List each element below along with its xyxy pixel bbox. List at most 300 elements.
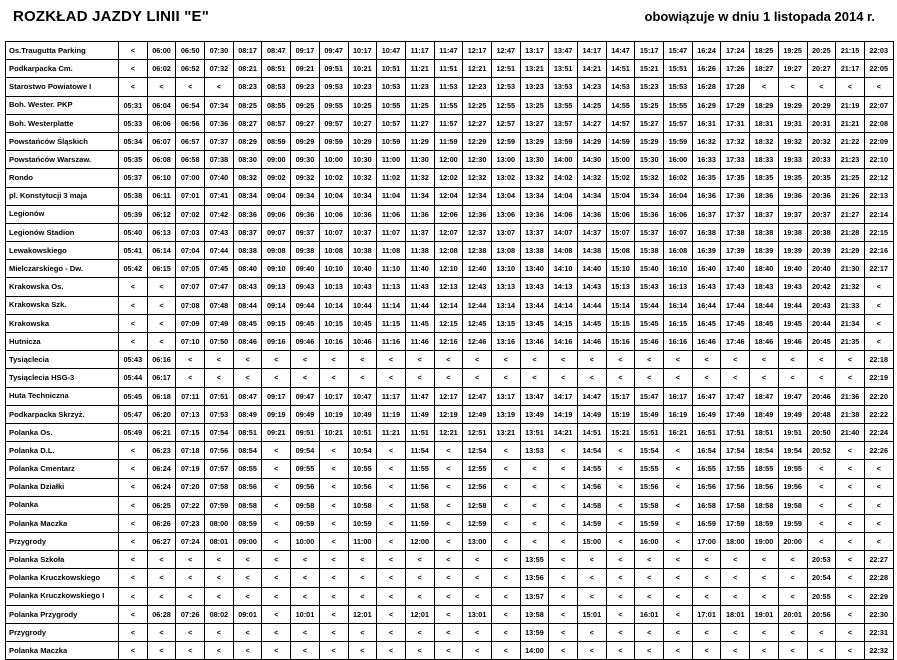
departure-time: 13:47: [520, 387, 549, 405]
departure-time: 12:29: [463, 132, 492, 150]
stop-name: Polanka Cmentarz: [6, 460, 119, 478]
departure-time: 08:40: [233, 260, 262, 278]
departure-time: 13:00: [491, 151, 520, 169]
departure-time: <: [491, 551, 520, 569]
departure-time: 07:00: [176, 169, 205, 187]
departure-time: 09:51: [291, 423, 320, 441]
departure-time: <: [291, 624, 320, 642]
departure-time: <: [262, 642, 291, 660]
departure-time: 09:04: [262, 187, 291, 205]
departure-time: <: [377, 478, 406, 496]
departure-time: 13:17: [491, 387, 520, 405]
departure-time: <: [549, 478, 578, 496]
departure-time: 11:02: [377, 169, 406, 187]
departure-time: <: [348, 642, 377, 660]
departure-time: 14:32: [578, 169, 607, 187]
departure-time: <: [778, 624, 807, 642]
departure-time: <: [836, 624, 865, 642]
departure-time: 16:31: [692, 114, 721, 132]
departure-time: 06:16: [147, 351, 176, 369]
departure-time: <: [606, 514, 635, 532]
stop-name: Os.Traugutta Parking: [6, 42, 119, 60]
departure-time: 14:55: [606, 96, 635, 114]
departure-time: 07:07: [176, 278, 205, 296]
departure-time: <: [205, 624, 234, 642]
departure-time: 17:36: [721, 187, 750, 205]
departure-time: <: [348, 551, 377, 569]
table-row: [6, 605, 894, 623]
departure-time: 10:19: [319, 405, 348, 423]
departure-time: 15:00: [578, 533, 607, 551]
departure-time: 06:07: [147, 132, 176, 150]
departure-time: <: [750, 78, 779, 96]
departure-time: <: [205, 369, 234, 387]
table-row: [6, 296, 894, 314]
departure-time: 20:25: [807, 42, 836, 60]
departure-time: 11:54: [405, 442, 434, 460]
table-row: [6, 260, 894, 278]
departure-time: 13:43: [520, 278, 549, 296]
departure-time: <: [434, 514, 463, 532]
departure-time: 12:59: [463, 514, 492, 532]
departure-time: <: [434, 551, 463, 569]
departure-time: 13:57: [520, 587, 549, 605]
departure-time: 11:14: [377, 296, 406, 314]
departure-time: <: [864, 460, 893, 478]
departure-time: 16:59: [692, 514, 721, 532]
departure-time: 09:06: [262, 205, 291, 223]
departure-time: 17:01: [692, 605, 721, 623]
departure-time: 12:06: [434, 205, 463, 223]
departure-time: 16:39: [692, 242, 721, 260]
departure-time: 14:57: [606, 114, 635, 132]
stop-name: Legionów Stadion: [6, 223, 119, 241]
departure-time: 15:08: [606, 242, 635, 260]
departure-time: <: [750, 551, 779, 569]
departure-time: 08:55: [262, 96, 291, 114]
departure-time: 16:44: [692, 296, 721, 314]
departure-time: 07:47: [205, 278, 234, 296]
stop-name: Polanka Maczka: [6, 642, 119, 660]
departure-time: <: [119, 605, 148, 623]
departure-time: 10:49: [348, 405, 377, 423]
departure-time: <: [434, 460, 463, 478]
departure-time: <: [119, 624, 148, 642]
departure-time: <: [864, 533, 893, 551]
stop-name: Legionów: [6, 205, 119, 223]
departure-time: <: [750, 642, 779, 660]
departure-time: 13:57: [549, 114, 578, 132]
departure-time: 09:44: [291, 296, 320, 314]
departure-time: <: [377, 551, 406, 569]
departure-time: 19:29: [778, 96, 807, 114]
departure-time: 18:38: [750, 223, 779, 241]
departure-time: 11:21: [377, 423, 406, 441]
departure-time: 18:01: [721, 605, 750, 623]
departure-time: 18:31: [750, 114, 779, 132]
departure-time: 20:48: [807, 405, 836, 423]
table-row: [6, 242, 894, 260]
departure-time: 14:46: [578, 333, 607, 351]
departure-time: 11:59: [405, 514, 434, 532]
departure-time: 10:58: [348, 496, 377, 514]
departure-time: <: [664, 460, 693, 478]
departure-time: 18:45: [750, 314, 779, 332]
departure-time: 11:57: [434, 114, 463, 132]
departure-time: 21:33: [836, 296, 865, 314]
departure-time: 07:30: [205, 42, 234, 60]
departure-time: 14:29: [578, 132, 607, 150]
departure-time: 22:29: [864, 587, 893, 605]
departure-time: 07:42: [205, 205, 234, 223]
departure-time: 16:06: [664, 205, 693, 223]
departure-time: 16:40: [692, 260, 721, 278]
departure-time: <: [147, 314, 176, 332]
departure-time: 07:36: [205, 114, 234, 132]
departure-time: <: [119, 551, 148, 569]
departure-time: <: [434, 496, 463, 514]
departure-time: <: [434, 605, 463, 623]
stop-name: Mielczarskiego - Dw.: [6, 260, 119, 278]
departure-time: 07:03: [176, 223, 205, 241]
departure-time: <: [578, 551, 607, 569]
departure-time: 06:50: [176, 42, 205, 60]
departure-time: 20:55: [807, 587, 836, 605]
stop-name: Krakowska: [6, 314, 119, 332]
departure-time: <: [319, 624, 348, 642]
departure-time: 14:25: [578, 96, 607, 114]
departure-time: <: [319, 642, 348, 660]
departure-time: <: [147, 624, 176, 642]
departure-time: 16:38: [692, 223, 721, 241]
departure-time: <: [147, 551, 176, 569]
departure-time: 17:47: [721, 387, 750, 405]
departure-time: <: [262, 605, 291, 623]
departure-time: 21:25: [836, 169, 865, 187]
departure-time: 08:59: [262, 132, 291, 150]
departure-time: 05:38: [119, 187, 148, 205]
departure-time: 12:47: [491, 42, 520, 60]
stop-name: Polanka Przygrody: [6, 605, 119, 623]
departure-time: 14:55: [578, 460, 607, 478]
departure-time: 07:56: [205, 442, 234, 460]
table-row: [6, 387, 894, 405]
departure-time: 15:46: [635, 333, 664, 351]
departure-time: <: [606, 551, 635, 569]
departure-time: 18:46: [750, 333, 779, 351]
departure-time: 09:23: [291, 78, 320, 96]
departure-time: <: [491, 460, 520, 478]
departure-time: <: [807, 496, 836, 514]
departure-time: 12:17: [434, 387, 463, 405]
departure-time: 22:13: [864, 187, 893, 205]
departure-time: <: [434, 587, 463, 605]
departure-time: 21:36: [836, 387, 865, 405]
departure-time: <: [836, 514, 865, 532]
departure-time: <: [119, 496, 148, 514]
departure-time: <: [549, 460, 578, 478]
departure-time: <: [262, 478, 291, 496]
departure-time: 14:30: [578, 151, 607, 169]
departure-time: 17:24: [721, 42, 750, 60]
departure-time: 06:08: [147, 151, 176, 169]
departure-time: <: [778, 369, 807, 387]
table-row: [6, 369, 894, 387]
validity-date: obowiązuje w dniu 1 listopada 2014 r.: [644, 9, 875, 24]
departure-time: 13:36: [520, 205, 549, 223]
header: [0, 0, 897, 38]
departure-time: 09:27: [291, 114, 320, 132]
departure-time: 12:30: [463, 151, 492, 169]
stop-name: Przygrody: [6, 624, 119, 642]
departure-time: 10:04: [319, 187, 348, 205]
departure-time: 11:49: [405, 405, 434, 423]
departure-time: 14:15: [549, 314, 578, 332]
departure-time: 20:39: [807, 242, 836, 260]
departure-time: 13:25: [520, 96, 549, 114]
departure-time: <: [520, 496, 549, 514]
departure-time: 17:26: [721, 60, 750, 78]
departure-time: 19:44: [778, 296, 807, 314]
departure-time: 13:56: [520, 569, 549, 587]
departure-time: 12:51: [463, 423, 492, 441]
departure-time: 10:59: [377, 132, 406, 150]
departure-time: <: [319, 478, 348, 496]
departure-time: 19:31: [778, 114, 807, 132]
departure-time: 17:40: [721, 260, 750, 278]
departure-time: <: [319, 551, 348, 569]
departure-time: <: [405, 642, 434, 660]
departure-time: 08:25: [233, 96, 262, 114]
stop-name: Polanka Kruczkowskiego I: [6, 587, 119, 605]
departure-time: <: [233, 569, 262, 587]
departure-time: 21:38: [836, 405, 865, 423]
departure-time: 09:55: [319, 96, 348, 114]
departure-time: 11:47: [434, 42, 463, 60]
departure-time: 09:55: [291, 460, 320, 478]
departure-time: 17:00: [692, 533, 721, 551]
departure-time: 14:16: [549, 333, 578, 351]
departure-time: <: [205, 551, 234, 569]
departure-time: 22:16: [864, 242, 893, 260]
departure-time: <: [836, 605, 865, 623]
departure-time: <: [119, 478, 148, 496]
departure-time: 16:49: [692, 405, 721, 423]
departure-time: 11:30: [405, 151, 434, 169]
departure-time: 12:04: [434, 187, 463, 205]
departure-time: 07:40: [205, 169, 234, 187]
departure-time: 15:56: [635, 478, 664, 496]
table-row: [6, 442, 894, 460]
departure-time: <: [205, 587, 234, 605]
departure-time: 13:53: [549, 78, 578, 96]
departure-time: 10:06: [319, 205, 348, 223]
departure-time: <: [233, 369, 262, 387]
departure-time: <: [319, 605, 348, 623]
departure-time: 07:57: [205, 460, 234, 478]
departure-time: 14:23: [578, 78, 607, 96]
departure-time: 11:07: [377, 223, 406, 241]
departure-time: 07:44: [205, 242, 234, 260]
departure-time: 16:02: [664, 169, 693, 187]
departure-time: 08:54: [233, 442, 262, 460]
departure-time: 16:16: [664, 333, 693, 351]
departure-time: 22:17: [864, 260, 893, 278]
departure-time: <: [807, 478, 836, 496]
departure-time: 15:55: [635, 460, 664, 478]
departure-time: 08:01: [205, 533, 234, 551]
departure-time: <: [836, 569, 865, 587]
departure-time: <: [205, 642, 234, 660]
departure-time: 16:29: [692, 96, 721, 114]
departure-time: 18:29: [750, 96, 779, 114]
departure-time: 10:32: [348, 169, 377, 187]
departure-time: <: [463, 351, 492, 369]
departure-time: <: [750, 624, 779, 642]
departure-time: 09:30: [291, 151, 320, 169]
departure-time: <: [491, 587, 520, 605]
departure-time: 22:26: [864, 442, 893, 460]
table-row: [6, 569, 894, 587]
stop-name: Podkarpacka Skrzyż.: [6, 405, 119, 423]
departure-time: <: [491, 569, 520, 587]
departure-time: 08:47: [233, 387, 262, 405]
departure-time: 12:15: [434, 314, 463, 332]
departure-time: 05:45: [119, 387, 148, 405]
departure-time: 13:01: [463, 605, 492, 623]
departure-time: 13:58: [520, 605, 549, 623]
departure-time: 11:19: [377, 405, 406, 423]
departure-time: <: [836, 460, 865, 478]
departure-time: 12:23: [463, 78, 492, 96]
departure-time: 10:00: [319, 151, 348, 169]
departure-time: 07:19: [176, 460, 205, 478]
timetable: [5, 41, 894, 660]
departure-time: 16:19: [664, 405, 693, 423]
departure-time: 17:56: [721, 478, 750, 496]
departure-time: <: [635, 569, 664, 587]
departure-time: 20:37: [807, 205, 836, 223]
departure-time: <: [606, 642, 635, 660]
departure-time: 17:31: [721, 114, 750, 132]
departure-time: 07:50: [205, 333, 234, 351]
stop-name: Polanka: [6, 496, 119, 514]
departure-time: <: [291, 642, 320, 660]
departure-time: 07:37: [205, 132, 234, 150]
departure-time: <: [750, 569, 779, 587]
departure-time: 18:39: [750, 242, 779, 260]
departure-time: 16:58: [692, 496, 721, 514]
departure-time: 21:26: [836, 187, 865, 205]
departure-time: 09:58: [291, 496, 320, 514]
departure-time: 12:53: [491, 78, 520, 96]
departure-time: 10:51: [348, 423, 377, 441]
departure-time: <: [262, 587, 291, 605]
departure-time: 08:36: [233, 205, 262, 223]
departure-time: 15:57: [664, 114, 693, 132]
departure-time: <: [491, 624, 520, 642]
departure-time: 11:38: [405, 242, 434, 260]
table-row: [6, 351, 894, 369]
departure-time: 22:12: [864, 169, 893, 187]
departure-time: 07:45: [205, 260, 234, 278]
stop-name: Polanka Kruczkowskiego: [6, 569, 119, 587]
departure-time: 16:45: [692, 314, 721, 332]
departure-time: 12:01: [405, 605, 434, 623]
departure-time: 17:44: [721, 296, 750, 314]
departure-time: 20:43: [807, 296, 836, 314]
departure-time: 10:07: [319, 223, 348, 241]
departure-time: 07:22: [176, 496, 205, 514]
departure-time: 07:20: [176, 478, 205, 496]
departure-time: 06:12: [147, 205, 176, 223]
departure-time: <: [348, 587, 377, 605]
departure-time: 19:36: [778, 187, 807, 205]
departure-time: 19:25: [778, 42, 807, 60]
departure-time: 14:17: [578, 42, 607, 60]
departure-time: 20:50: [807, 423, 836, 441]
departure-time: 07:18: [176, 442, 205, 460]
departure-time: 12:59: [491, 132, 520, 150]
departure-time: 15:55: [664, 96, 693, 114]
departure-time: <: [549, 369, 578, 387]
departure-time: <: [491, 514, 520, 532]
departure-time: <: [147, 569, 176, 587]
departure-time: 07:02: [176, 205, 205, 223]
table-row: [6, 114, 894, 132]
departure-time: 10:47: [348, 387, 377, 405]
departure-time: 13:15: [491, 314, 520, 332]
departure-time: 16:00: [635, 533, 664, 551]
departure-time: 18:00: [721, 533, 750, 551]
departure-time: 10:30: [348, 151, 377, 169]
timetable-body: [6, 42, 894, 660]
departure-time: <: [520, 478, 549, 496]
departure-time: 08:57: [262, 114, 291, 132]
departure-time: 21:34: [836, 314, 865, 332]
departure-time: 13:59: [549, 132, 578, 150]
departure-time: 09:46: [291, 333, 320, 351]
departure-time: 19:39: [778, 242, 807, 260]
departure-time: <: [319, 460, 348, 478]
departure-time: 19:58: [778, 496, 807, 514]
departure-time: 12:55: [463, 460, 492, 478]
departure-time: 13:30: [520, 151, 549, 169]
departure-time: 10:00: [291, 533, 320, 551]
departure-time: <: [405, 351, 434, 369]
departure-time: 07:49: [205, 314, 234, 332]
departure-time: 10:34: [348, 187, 377, 205]
departure-time: <: [549, 514, 578, 532]
departure-time: <: [836, 351, 865, 369]
departure-time: 09:13: [262, 278, 291, 296]
departure-time: 07:32: [205, 60, 234, 78]
departure-time: 19:54: [778, 442, 807, 460]
departure-time: 10:10: [319, 260, 348, 278]
departure-time: 18:47: [750, 387, 779, 405]
stop-name: Polanka Szkoła: [6, 551, 119, 569]
departure-time: 07:15: [176, 423, 205, 441]
departure-time: 09:57: [319, 114, 348, 132]
departure-time: 10:43: [348, 278, 377, 296]
departure-time: 07:10: [176, 333, 205, 351]
departure-time: 06:14: [147, 242, 176, 260]
departure-time: <: [549, 533, 578, 551]
departure-time: 11:25: [405, 96, 434, 114]
departure-time: 09:34: [291, 187, 320, 205]
departure-time: <: [606, 351, 635, 369]
departure-time: 06:26: [147, 514, 176, 532]
